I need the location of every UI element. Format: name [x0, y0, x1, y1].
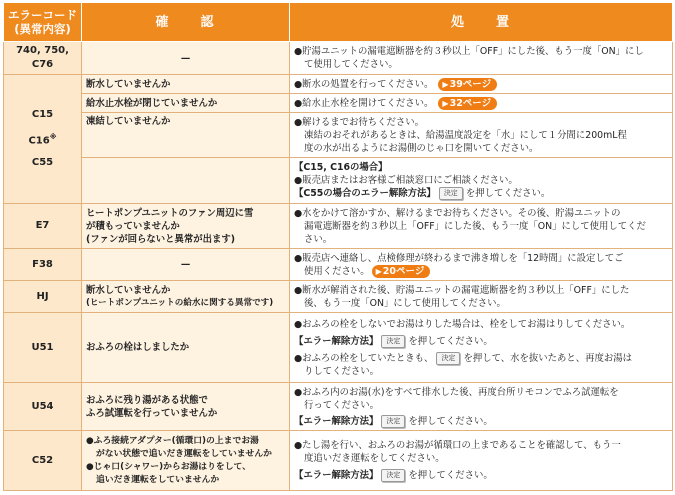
- check-cell: 給水止水栓が閉じていませんか: [82, 94, 290, 113]
- page-ref-link[interactable]: [438, 78, 497, 91]
- check-text: (ヒートポンプユニットの給水に関する異常です): [86, 297, 274, 308]
- code-cell: [4, 42, 82, 75]
- action-text: さい。: [304, 233, 333, 245]
- action-text: 行ってください。: [304, 399, 380, 411]
- check-cell: 凍結していませんか: [82, 113, 290, 158]
- page-ref-label: 20ページ: [382, 265, 425, 277]
- check-text: ふろ試運転を行っていませんか: [86, 407, 218, 419]
- action-text: 後、もう一度「ON」にして使用してください。: [304, 297, 506, 309]
- action-heading: 【エラー解除方法】: [294, 415, 379, 427]
- code-text: C55: [31, 157, 54, 169]
- footnote-mark: ※: [49, 132, 57, 141]
- action-cell: [290, 158, 673, 204]
- page-ref-link[interactable]: [438, 97, 497, 110]
- check-text: ●ふろ接続アダプター(循環口)の上までお湯: [86, 435, 259, 446]
- header-code-line2: (異常内容): [14, 22, 71, 36]
- arrow-icon: ▶: [442, 79, 449, 89]
- code-cell: U54: [4, 383, 82, 431]
- table-row: [4, 94, 673, 113]
- check-cell: 断水していませんか: [82, 75, 290, 94]
- check-text: 追いだき運転をしていませんか: [96, 474, 220, 485]
- action-cell: [290, 42, 673, 75]
- enter-key-button[interactable]: 決定: [381, 415, 405, 428]
- code-text: 740, 750,: [16, 45, 69, 56]
- arrow-icon: ▶: [375, 266, 382, 276]
- check-cell: [82, 383, 290, 431]
- error-code-table: [3, 2, 673, 491]
- action-cell: [290, 249, 673, 281]
- check-cell: [82, 204, 290, 249]
- check-cell: [82, 281, 290, 313]
- header-error-code: [4, 3, 82, 42]
- check-cell: [82, 431, 290, 491]
- action-text: ●おふろの栓をしないでお湯はりした場合は、栓をしてお湯はりしてください。: [294, 318, 631, 330]
- table-row: [4, 158, 673, 204]
- code-text: C15: [31, 108, 54, 120]
- action-text: ●販売店へ連絡し、点検修理が終わるまで沸き増しを「12時間」に設定してご: [294, 252, 624, 264]
- check-text: ヒートポンプユニットのファン周辺に雪: [86, 207, 254, 219]
- check-cell-empty: [82, 158, 290, 204]
- table-row: [4, 204, 673, 249]
- action-text: ●断水の処置を行ってください。: [294, 78, 434, 90]
- table-header-row: [4, 3, 673, 42]
- table-row: [4, 313, 673, 383]
- action-text: ●おふろの栓をしていたときも、: [294, 352, 434, 364]
- action-heading: 【エラー解除方法】: [294, 335, 379, 347]
- code-cell: U51: [4, 313, 82, 383]
- code-cell: F38: [4, 249, 82, 281]
- action-text: ●給水止水栓を開けてください。: [294, 97, 434, 109]
- table-row: [4, 383, 673, 431]
- header-action: 処 置: [290, 3, 673, 42]
- action-text: ●販売店またはお客様ご相談窓口にご相談ください。: [294, 175, 518, 186]
- action-text: 漏電遮断器を約３秒以上「OFF」にした後、もう一度「ON」にして使用してくだ: [304, 220, 646, 232]
- action-text: を押してください。: [408, 470, 493, 481]
- enter-key-button[interactable]: 決定: [381, 469, 405, 482]
- action-cell: [290, 431, 673, 491]
- action-text: を押して、水を抜いたあと、再度お湯は: [463, 352, 633, 364]
- action-text: て使用してください。: [304, 59, 398, 70]
- check-text: (ファンが回らないと異常が出ます): [86, 233, 236, 245]
- check-text: が積もっていませんか: [86, 220, 180, 232]
- action-cell: [290, 313, 673, 383]
- action-text: りしてください。: [304, 365, 380, 377]
- page-ref-label: 39ページ: [449, 78, 492, 90]
- action-cell: [290, 383, 673, 431]
- action-heading: 【C55の場合のエラー解除方法】: [294, 188, 436, 199]
- action-text: ●解けるまでお待ちください。: [294, 116, 425, 128]
- action-cell: [290, 113, 673, 158]
- action-text: 度の水が出るようにお湯側のじゃ口を開いてください。: [304, 142, 539, 154]
- enter-key-button[interactable]: 決定: [436, 352, 460, 365]
- action-heading: 【エラー解除方法】: [294, 470, 379, 481]
- action-text: ●水をかけて溶かすか、解けるまでお待ちください。その後、貯湯ユニットの: [294, 207, 621, 219]
- code-cell: C52: [4, 431, 82, 491]
- enter-key-button[interactable]: 決定: [381, 335, 405, 348]
- table-row: [4, 281, 673, 313]
- check-cell: —: [82, 249, 290, 281]
- enter-key-button[interactable]: 決定: [439, 187, 463, 200]
- action-text: を押してください。: [408, 415, 493, 427]
- header-code-line1: エラーコード: [8, 8, 77, 22]
- action-text: ●おふろ内のお湯(水)をすべて排水した後、再度台所リモコンでふろ試運転を: [294, 386, 619, 398]
- check-text: ●じゃ口(シャワー)からお湯はりをして、: [86, 461, 251, 472]
- action-heading: 【C15, C16の場合】: [294, 162, 388, 173]
- check-cell: おふろの栓はしましたか: [82, 313, 290, 383]
- check-cell: —: [82, 42, 290, 75]
- action-text: 使用ください。: [304, 265, 370, 277]
- page-ref-label: 32ページ: [449, 97, 492, 109]
- table-row: [4, 75, 673, 94]
- check-text: おふろに残り湯がある状態で: [86, 394, 208, 406]
- action-text: ●たし湯を行い、おふろのお湯が循環口の上まであることを確認して、もう一: [294, 440, 621, 451]
- code-cell: HJ: [4, 281, 82, 313]
- header-check: 確 認: [82, 3, 290, 42]
- action-text: ●貯湯ユニットの漏電遮断器を約３秒以上「OFF」にした後、もう一度「ON」にし: [294, 46, 644, 57]
- code-cell: E7: [4, 204, 82, 249]
- table-row: [4, 42, 673, 75]
- check-text: 断水していませんか: [86, 284, 171, 296]
- action-text: ●断水が解消された後、貯湯ユニットの漏電遮断器を約３秒以上「OFF」にした: [294, 284, 630, 296]
- table-row: [4, 431, 673, 491]
- code-text: C16: [28, 135, 50, 147]
- action-text: を押してください。: [408, 335, 493, 347]
- page-ref-link[interactable]: [372, 265, 431, 278]
- action-cell: [290, 204, 673, 249]
- table-row: [4, 249, 673, 281]
- arrow-icon: ▶: [442, 98, 449, 108]
- code-text: C76: [31, 59, 54, 70]
- action-cell: [290, 94, 673, 113]
- action-text: 度追いだき運転をしてください。: [304, 453, 445, 464]
- action-cell: [290, 75, 673, 94]
- code-cell: [4, 75, 82, 204]
- check-text: がない状態で追いだき運転をしていませんか: [96, 448, 272, 459]
- action-cell: [290, 281, 673, 313]
- action-text: 凍結のおそれがあるときは、給湯温度設定を「水」にして１分間に200mL程: [304, 129, 627, 141]
- table-row: [4, 113, 673, 158]
- action-text: を押してください。: [465, 188, 551, 199]
